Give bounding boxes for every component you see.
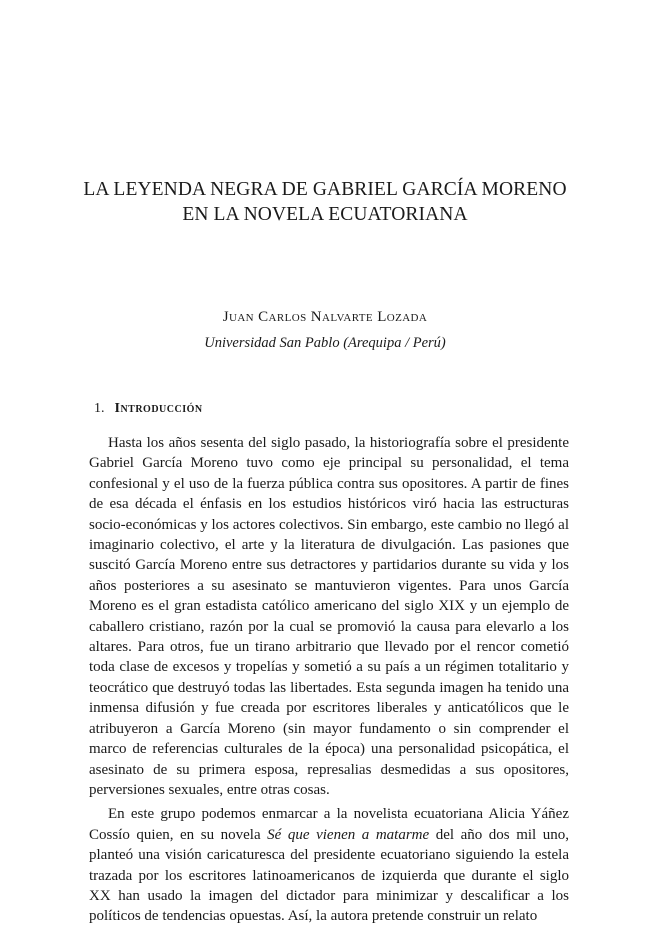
author-affiliation: Universidad San Pablo (Arequipa / Perú) (204, 335, 446, 351)
paragraph-2 (89, 804, 569, 926)
article-title-line-2: EN LA NOVELA ECUATORIANA (182, 204, 468, 225)
novel-title: Sé que vienen a matarme (267, 826, 430, 843)
article-title-line-1: LA LEYENDA NEGRA DE GABRIEL GARCÍA MORENO (83, 179, 567, 200)
body-text (89, 433, 569, 931)
paragraph-2-text-start: En este grupo podemos enmarcar a la novelista ecuatoriana Alicia Yáñez Cossío quien, en su novela (89, 806, 569, 843)
paragraph-1: Hasta los años sesenta del siglo pasado, la historiografía sobre el presidente Gabriel García Moreno tuvo como eje principal su personalidad, el tema confesional y el uso de la fuerza pública contra sus opositores. A partir de fines de esa década el énfasis en los estudios históricos viró hacia las estructuras socio-económicas y los actores colectivos. Sin embargo, este cambio no llegó al imaginario colectivo, el arte y la literatura de divulgación. Las pasiones que suscitó García Moreno entre sus detractores y partidarios durante su vida y los años posteriores a su asesinato se mantuvieron vigentes. Para unos García Moreno es el gran estadista católico americano del siglo XIX y un ejemplo de caballero cristiano, razón por la cual se promovió la causa para elevarlo a los altares. Para otros, fue un tirano arbitrario que llevado por el rencor cometió toda clase de excesos y tropelías y sometió a su país a un régimen totalitario y teocrático que destruyó todas las libertades. Esta segunda imagen ha tenido una inmensa difusión y fue creada por escritores liberales y anticatólicos que le atribuyeron a García Moreno (sin mayor fundamento o sin comprender el marco de referencias culturales de la época) una personalidad psicopática, el asesinato de su primera esposa, represalias desmedidas a sus opositores, perversiones sexuales, entre otras cosas. (89, 435, 570, 798)
section-label: Introducción (114, 401, 203, 416)
paragraph-2-text-end: del año dos mil uno, planteó una visión caricaturesca del presidente ecuatoriano siguiendo la estela trazada por los escritores latinoamericanos de izquierda que durante el siglo XX han usado la imagen del dictador para minimizar y descalificar a los políticos de tendencias opuestas. Así, la autora pretende construir un relato (89, 826, 570, 925)
section-heading (94, 401, 203, 417)
author-name: Juan Carlos Nalvarte Lozada (222, 309, 428, 325)
article-title (60, 177, 590, 227)
section-number: 1. (94, 401, 105, 416)
